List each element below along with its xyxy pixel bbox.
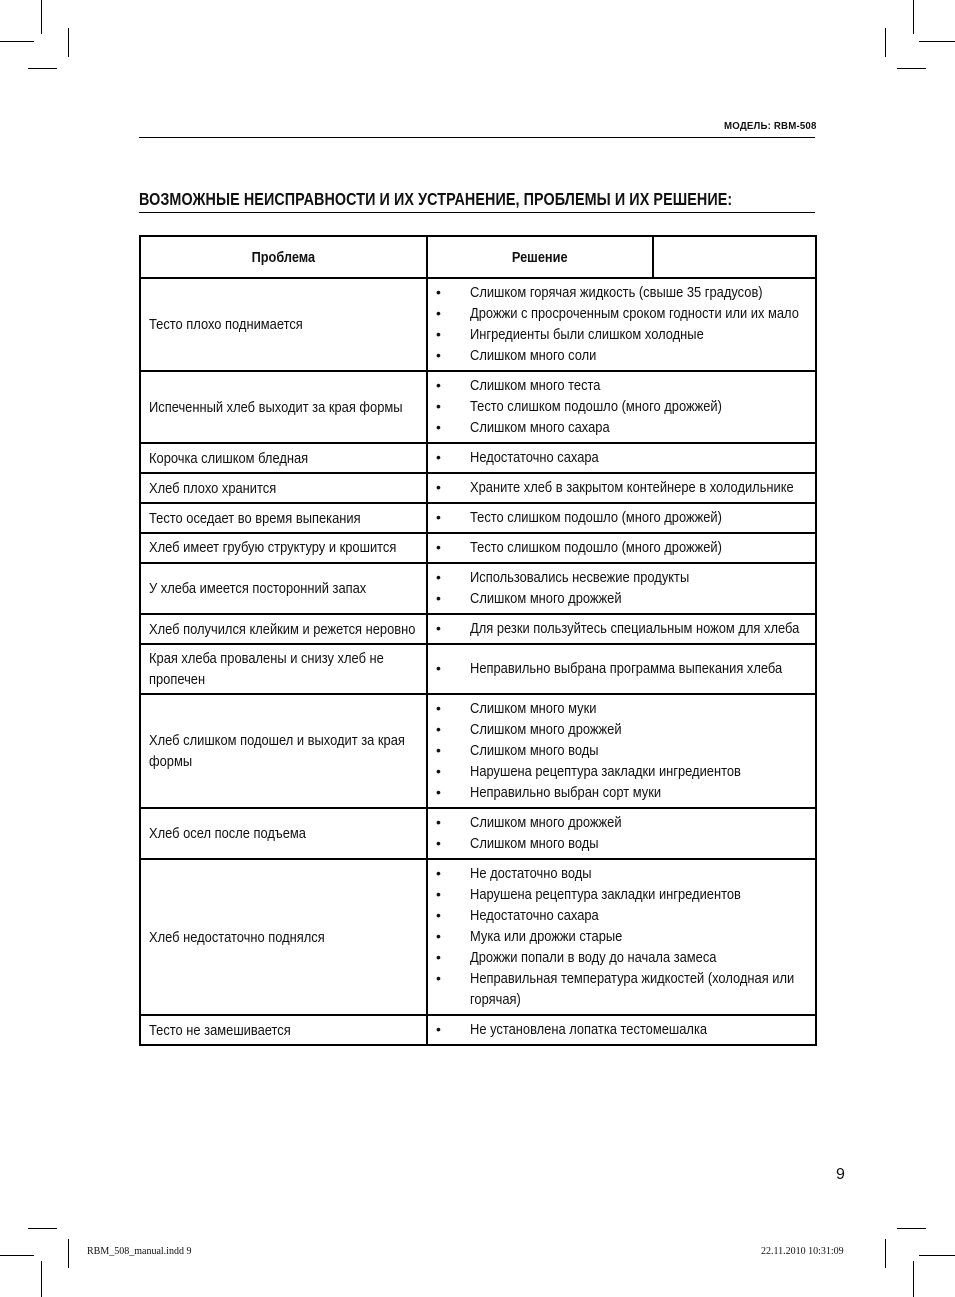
problem-text: Хлеб имеет грубую структуру и крошится — [149, 539, 397, 556]
solution-cell — [427, 371, 816, 443]
problem-cell — [140, 473, 427, 503]
list-item — [428, 698, 809, 719]
bullet-icon: • — [436, 569, 441, 585]
crop-mark — [0, 1255, 34, 1256]
bullet-icon: • — [436, 284, 441, 300]
problem-text: Испеченный хлеб выходит за края формы — [149, 398, 403, 416]
problem-cell — [140, 278, 427, 371]
solution-text: Слишком много воды — [470, 742, 599, 759]
bullet-icon: • — [436, 865, 441, 881]
crop-mark — [897, 1228, 926, 1229]
table-row — [140, 563, 816, 614]
slug-filename: RBM_508_manual.indd 9 — [87, 1246, 192, 1257]
bullet-icon: • — [436, 721, 441, 737]
solution-cell — [427, 694, 816, 808]
problem-text: Тесто оседает во время выпекания — [149, 509, 361, 527]
solution-list — [428, 447, 809, 468]
table-row — [140, 859, 816, 1015]
page-number: 9 — [836, 1166, 845, 1183]
list-item — [428, 761, 809, 782]
solution-cell — [427, 503, 816, 533]
solution-text: Дрожжи попали в воду до начала замеса — [470, 949, 717, 966]
table-row — [140, 443, 816, 473]
problem-cell — [140, 1015, 427, 1045]
crop-mark — [885, 1239, 886, 1268]
list-item — [428, 417, 809, 438]
solution-list — [428, 658, 809, 679]
list-item — [428, 926, 809, 947]
solution-text: Недостаточно сахара — [470, 449, 599, 466]
crop-mark — [41, 1261, 42, 1297]
solution-text: Неправильно выбран сорт муки — [470, 784, 662, 801]
solution-text: Слишком много воды — [470, 835, 599, 852]
solution-text: Слишком много сахара — [470, 419, 610, 436]
crop-mark — [0, 41, 34, 42]
table-row — [140, 503, 816, 533]
list-item — [428, 537, 809, 558]
troubleshooting-table — [139, 235, 817, 1046]
bullet-icon: • — [436, 539, 441, 555]
problem-cell — [140, 614, 427, 644]
solution-list — [428, 537, 809, 558]
problem-text: Корочка слишком бледная — [149, 449, 309, 467]
problem-cell — [140, 644, 427, 694]
solution-text: Недостаточно сахара — [470, 907, 599, 924]
list-item — [428, 345, 809, 366]
slug-datetime: 22.11.2010 10:31:09 — [761, 1246, 844, 1257]
list-item — [428, 833, 809, 854]
solution-cell — [427, 808, 816, 859]
table-row — [140, 1015, 816, 1045]
solution-cell — [427, 533, 816, 563]
solution-text: Неправильно выбрана программа выпекания хлеба — [470, 660, 783, 677]
problem-text: Хлеб плохо хранится — [149, 479, 277, 497]
solution-text: Тесто слишком подошло (много дрожжей) — [470, 509, 722, 526]
crop-mark — [885, 28, 886, 57]
bullet-icon: • — [436, 835, 441, 851]
solution-text: Слишком много теста — [470, 377, 601, 394]
bullet-icon: • — [436, 377, 441, 393]
solution-text: Не достаточно воды — [470, 865, 592, 882]
solution-text: Слишком много дрожжей — [470, 814, 622, 831]
list-item — [428, 782, 809, 803]
list-item — [428, 884, 809, 905]
table-row — [140, 694, 816, 808]
solution-text: Не установлена лопатка тестомешалка — [470, 1021, 708, 1038]
list-item — [428, 968, 809, 1010]
bullet-icon: • — [436, 886, 441, 902]
solution-cell — [427, 278, 816, 371]
list-item — [428, 947, 809, 968]
problem-cell — [140, 371, 427, 443]
bullet-icon: • — [436, 928, 441, 944]
solution-list — [428, 567, 809, 609]
solution-text: Слишком много дрожжей — [470, 590, 622, 607]
problem-text: Тесто не замешивается — [149, 1021, 291, 1039]
solution-text: Слишком много муки — [470, 700, 597, 717]
bullet-icon: • — [436, 479, 441, 495]
problem-text: Хлеб недостаточно поднялся — [149, 928, 325, 946]
list-item — [428, 1019, 809, 1040]
solution-text: Тесто слишком подошло (много дрожжей) — [470, 398, 722, 415]
bullet-icon: • — [436, 347, 441, 363]
solution-text: Слишком горячая жидкость (свыше 35 градусов) — [470, 284, 763, 301]
bullet-icon: • — [436, 907, 441, 923]
table-row — [140, 808, 816, 859]
list-item — [428, 507, 809, 528]
solution-list — [428, 375, 809, 438]
bullet-icon: • — [436, 449, 441, 465]
solution-cell — [427, 859, 816, 1015]
solution-cell — [427, 443, 816, 473]
list-item — [428, 324, 809, 345]
table-body — [140, 278, 816, 1045]
bullet-icon: • — [436, 814, 441, 830]
column-header-empty — [653, 236, 816, 278]
solution-list — [428, 282, 809, 366]
list-item — [428, 618, 809, 639]
table-row — [140, 473, 816, 503]
list-item — [428, 396, 809, 417]
solution-text: Нарушена рецептура закладки ингредиентов — [470, 763, 741, 780]
solution-text: Храните хлеб в закрытом контейнере в холодильнике — [470, 479, 794, 496]
solution-text: Дрожжи с просроченным сроком годности или их мало — [470, 305, 799, 322]
header-rule — [139, 137, 815, 138]
solution-text: Тесто слишком подошло (много дрожжей) — [470, 539, 722, 556]
bullet-icon: • — [436, 326, 441, 342]
solution-list — [428, 698, 809, 803]
table-header-row — [140, 236, 816, 278]
solution-text: Слишком много дрожжей — [470, 721, 622, 738]
problem-text: Тесто плохо поднимается — [149, 316, 303, 333]
bullet-icon: • — [436, 398, 441, 414]
list-item — [428, 812, 809, 833]
table-row — [140, 371, 816, 443]
bullet-icon: • — [436, 620, 441, 636]
bullet-icon: • — [436, 509, 441, 525]
solution-cell — [427, 1015, 816, 1045]
crop-mark — [68, 28, 69, 57]
column-header-solution: Решение — [427, 236, 653, 278]
solution-list — [428, 863, 809, 1010]
solution-text: Мука или дрожжи старые — [470, 928, 623, 945]
problem-cell — [140, 443, 427, 473]
crop-mark — [897, 68, 926, 69]
crop-mark — [919, 41, 955, 42]
table-row — [140, 278, 816, 371]
solution-text: Неправильная температура жидкостей (холодная или горячая) — [470, 970, 795, 1008]
crop-mark — [913, 0, 914, 34]
solution-list — [428, 1019, 809, 1040]
solution-list — [428, 812, 809, 854]
bullet-icon: • — [436, 763, 441, 779]
problem-text: Хлеб слишком подошел и выходит за края формы — [149, 732, 405, 770]
bullet-icon: • — [436, 419, 441, 435]
model-label: МОДЕЛЬ: RBM-508 — [724, 120, 817, 132]
crop-mark — [68, 1239, 69, 1268]
list-item — [428, 477, 809, 498]
problem-cell — [140, 694, 427, 808]
bullet-icon: • — [436, 784, 441, 800]
list-item — [428, 303, 809, 324]
title-underline — [139, 212, 815, 213]
bullet-icon: • — [436, 660, 441, 676]
page-title: ВОЗМОЖНЫЕ НЕИСПРАВНОСТИ И ИХ УСТРАНЕНИЕ, ПРОБЛЕМЫ И ИХ РЕШЕНИЕ: — [139, 189, 733, 209]
bullet-icon: • — [436, 700, 441, 716]
list-item — [428, 905, 809, 926]
solution-text: Для резки пользуйтесь специальным ножом для хлеба — [470, 620, 800, 637]
bullet-icon: • — [436, 1021, 441, 1037]
solution-text: Слишком много соли — [470, 347, 597, 364]
list-item — [428, 658, 809, 679]
table-row — [140, 533, 816, 563]
solution-text: Использовались несвежие продукты — [470, 569, 690, 586]
crop-mark — [919, 1255, 955, 1256]
problem-text: Хлеб получился клейким и режется неровно — [149, 620, 416, 638]
solution-text: Ингредиенты были слишком холодные — [470, 326, 704, 343]
list-item — [428, 719, 809, 740]
list-item — [428, 740, 809, 761]
solution-text: Нарушена рецептура закладки ингредиентов — [470, 886, 741, 903]
solution-cell — [427, 563, 816, 614]
problem-cell — [140, 859, 427, 1015]
crop-mark — [28, 1228, 57, 1229]
crop-mark — [913, 1261, 914, 1297]
problem-cell — [140, 503, 427, 533]
list-item — [428, 282, 809, 303]
table-row — [140, 614, 816, 644]
list-item — [428, 863, 809, 884]
bullet-icon: • — [436, 305, 441, 321]
solution-list — [428, 507, 809, 528]
list-item — [428, 375, 809, 396]
column-header-problem: Проблема — [140, 236, 427, 278]
solution-cell — [427, 644, 816, 694]
problem-text: У хлеба имеется посторонний запах — [149, 580, 367, 597]
table-row — [140, 644, 816, 694]
bullet-icon: • — [436, 949, 441, 965]
problem-cell — [140, 563, 427, 614]
solution-cell — [427, 473, 816, 503]
list-item — [428, 447, 809, 468]
crop-mark — [41, 0, 42, 34]
solution-cell — [427, 614, 816, 644]
list-item — [428, 588, 809, 609]
problem-cell — [140, 533, 427, 563]
problem-cell — [140, 808, 427, 859]
problem-text: Хлеб осел после подъема — [149, 825, 306, 842]
list-item — [428, 567, 809, 588]
solution-list — [428, 477, 809, 498]
bullet-icon: • — [436, 970, 441, 986]
bullet-icon: • — [436, 590, 441, 606]
problem-text: Края хлеба провалены и снизу хлеб не пропечен — [149, 650, 384, 688]
solution-list — [428, 618, 809, 639]
crop-mark — [28, 68, 57, 69]
bullet-icon: • — [436, 742, 441, 758]
